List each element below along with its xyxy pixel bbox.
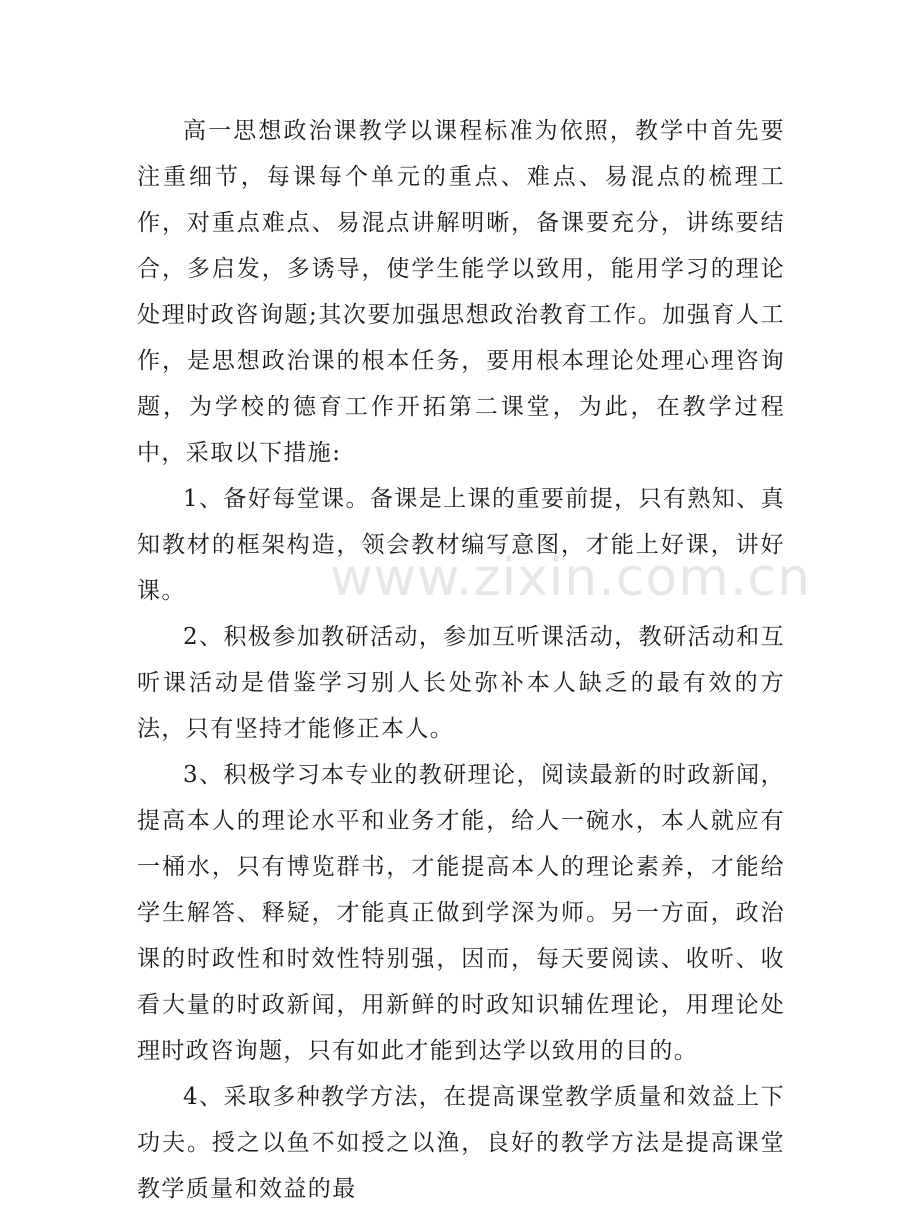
paragraph-item-1: 1、备好每堂课。备课是上课的重要前提，只有熟知、真知教材的框架构造，领会教材编写意图，才能上好课，讲好课。 bbox=[137, 486, 785, 604]
paragraph-item-2: 2、积极参加教研活动，参加互听课活动，教研活动和互听课活动是借鉴学习别人长处弥补本人缺乏的最有效的方法，只有坚持才能修正本人。 bbox=[137, 624, 785, 742]
paragraph-item-4: 4、采取多种教学方法，在提高课堂教学质量和效益上下功夫。授之以鱼不如授之以渔，良好的教学方法是提高课堂教学质量和效益的最 bbox=[137, 1084, 785, 1202]
watermark: www.zixin.com.cn bbox=[330, 548, 811, 608]
paragraph-intro: 高一思想政治课教学以课程标准为依照，教学中首先要注重细节，每课每个单元的重点、难点、易混点的梳理工作，对重点难点、易混点讲解明晰，备课要充分，讲练要结合，多启发，多诱导，使学生能学以致用，能用学习的理论处理时政咨询题;其次要加强思想政治教育工作。加强育人工作，是思想政治课的根本任务，要用根本理论处理心理咨询题，为学校的德育工作开拓第二课堂，为此，在教学过程中，采取以下措施: bbox=[137, 118, 785, 466]
paragraph-item-3: 3、积极学习本专业的教研理论，阅读最新的时政新闻，提高本人的理论水平和业务才能，给人一碗水，本人就应有一桶水，只有博览群书，才能提高本人的理论素养，才能给学生解答、释疑，才能真正做到学深为师。另一方面，政治课的时政性和时效性特别强，因而，每天要阅读、收听、收看大量的时政新闻，用新鲜的时政知识辅佐理论，用理论处理时政咨询题，只有如此才能到达学以致用的目的。 bbox=[137, 762, 785, 1064]
document-body bbox=[137, 108, 785, 1212]
